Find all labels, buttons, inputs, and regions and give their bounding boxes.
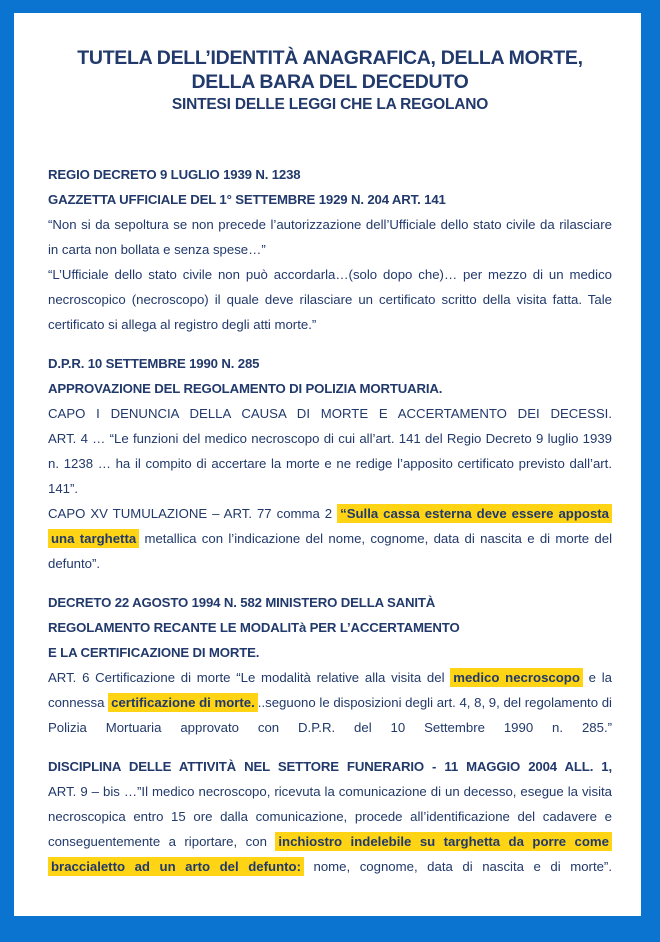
paragraph [48,401,612,426]
text-run: REGOLAMENTO RECANTE LE MODALITà PER L’ACCERTAMENTO [48,620,460,635]
text-run: ..seguono le disposizioni degli art. 4, 8, 9, del regolamento di Polizia Mortuaria approvato con D.P.R. del 10 Settembre 1990 n. 285.” [48,695,612,735]
paragraph [48,665,612,740]
heading-line [48,376,612,401]
page-title-line2: DELLA BARA DEL DECEDUTO [191,71,469,93]
text-run: GAZZETTA UFFICIALE DEL 1° SETTEMBRE 1929 N. 204 ART. 141 [48,192,446,207]
text-run: ART. 6 Certificazione di morte “Le modalità relative alla visita del [48,670,451,685]
text-run: “Non si da sepoltura se non precede l’autorizzazione dell’Ufficiale dello stato civile da rilasciare in carta non bollata e senza spese…” [48,217,612,257]
text-run: ART. 9 – bis …”Il medico necroscopo, ricevuta la comunicazione di un decesso, esegue la visita necroscopica entro 15 ore dalla comunicazione, procede all’identificazione del cadavere e conseguentemente a riportare, con [48,784,612,849]
text-run: CAPO XV TUMULAZIONE – ART. 77 comma 2 [48,506,338,521]
highlight-span: certificazione di morte. [108,693,258,712]
text-run: metallica con l’indicazione del nome, cognome, data di nascita e di morte del defunto”. [48,531,612,571]
heading-line [48,187,612,212]
section-decreto-1994-582 [48,590,612,740]
heading-line [48,162,612,187]
text-run: REGIO DECRETO 9 LUGLIO 1939 N. 1238 [48,167,301,182]
text-run: CAPO I DENUNCIA DELLA CAUSA DI MORTE E ACCERTAMENTO DEI DECESSI. [48,406,612,421]
text-run: e la connessa [48,670,612,710]
heading-line [48,754,612,779]
text-run: DISCIPLINA DELLE ATTIVITÀ NEL SETTORE FUNERARIO - 11 MAGGIO 2004 ALL. 1, [48,759,612,774]
heading-line [48,615,612,640]
heading-line [48,590,612,615]
text-run: DECRETO 22 AGOSTO 1994 N. 582 MINISTERO DELLA SANITÀ [48,595,436,610]
paragraph [48,212,612,262]
heading-line [48,640,612,665]
paragraph [48,501,612,576]
section-dpr-1990-285 [48,351,612,576]
highlight-span: inchiostro indelebile su targhetta da porre come braccialetto ad un arto del defunto: [48,832,612,876]
page-content [14,13,641,879]
text-run: ART. 4 … “Le funzioni del medico necroscopo di cui all’art. 141 del Regio Decreto 9 luglio 1939 n. 1238 … ha il compito di accertare la morte e ne redige l’apposito certificato previsto dall’art. 141”. [48,431,612,496]
highlight-span: medico necroscopo [450,668,583,687]
title-block [48,46,612,116]
section-disciplina-settore-funerario-2004 [48,754,612,879]
text-run: APPROVAZIONE DEL REGOLAMENTO DI POLIZIA MORTUARIA. [48,381,443,396]
text-run: D.P.R. 10 SETTEMBRE 1990 N. 285 [48,356,260,371]
paragraph [48,426,612,501]
sections [48,162,612,879]
section-regio-decreto-1939 [48,162,612,337]
text-run: E LA CERTIFICAZIONE DI MORTE. [48,645,260,660]
paragraph [48,779,612,879]
page-subtitle: SINTESI DELLE LEGGI CHE LA REGOLANO [171,96,489,113]
text-run: nome, cognome, data di nascita e di morte”. [303,859,612,874]
paragraph [48,262,612,337]
text-run: “L’Ufficiale dello stato civile non può accordarla…(solo dopo che)… per mezzo di un medico necroscopico (necroscopo) il quale deve rilasciare un certificato scritto della visita fatta. Tale certificato si allega al registro degli atti morte.” [48,267,612,332]
highlight-span: “Sulla cassa esterna deve essere apposta una targhetta [48,504,612,548]
heading-line [48,351,612,376]
page-title-line1: TUTELA DELL’IDENTITÀ ANAGRAFICA, DELLA MORTE, [77,47,583,69]
